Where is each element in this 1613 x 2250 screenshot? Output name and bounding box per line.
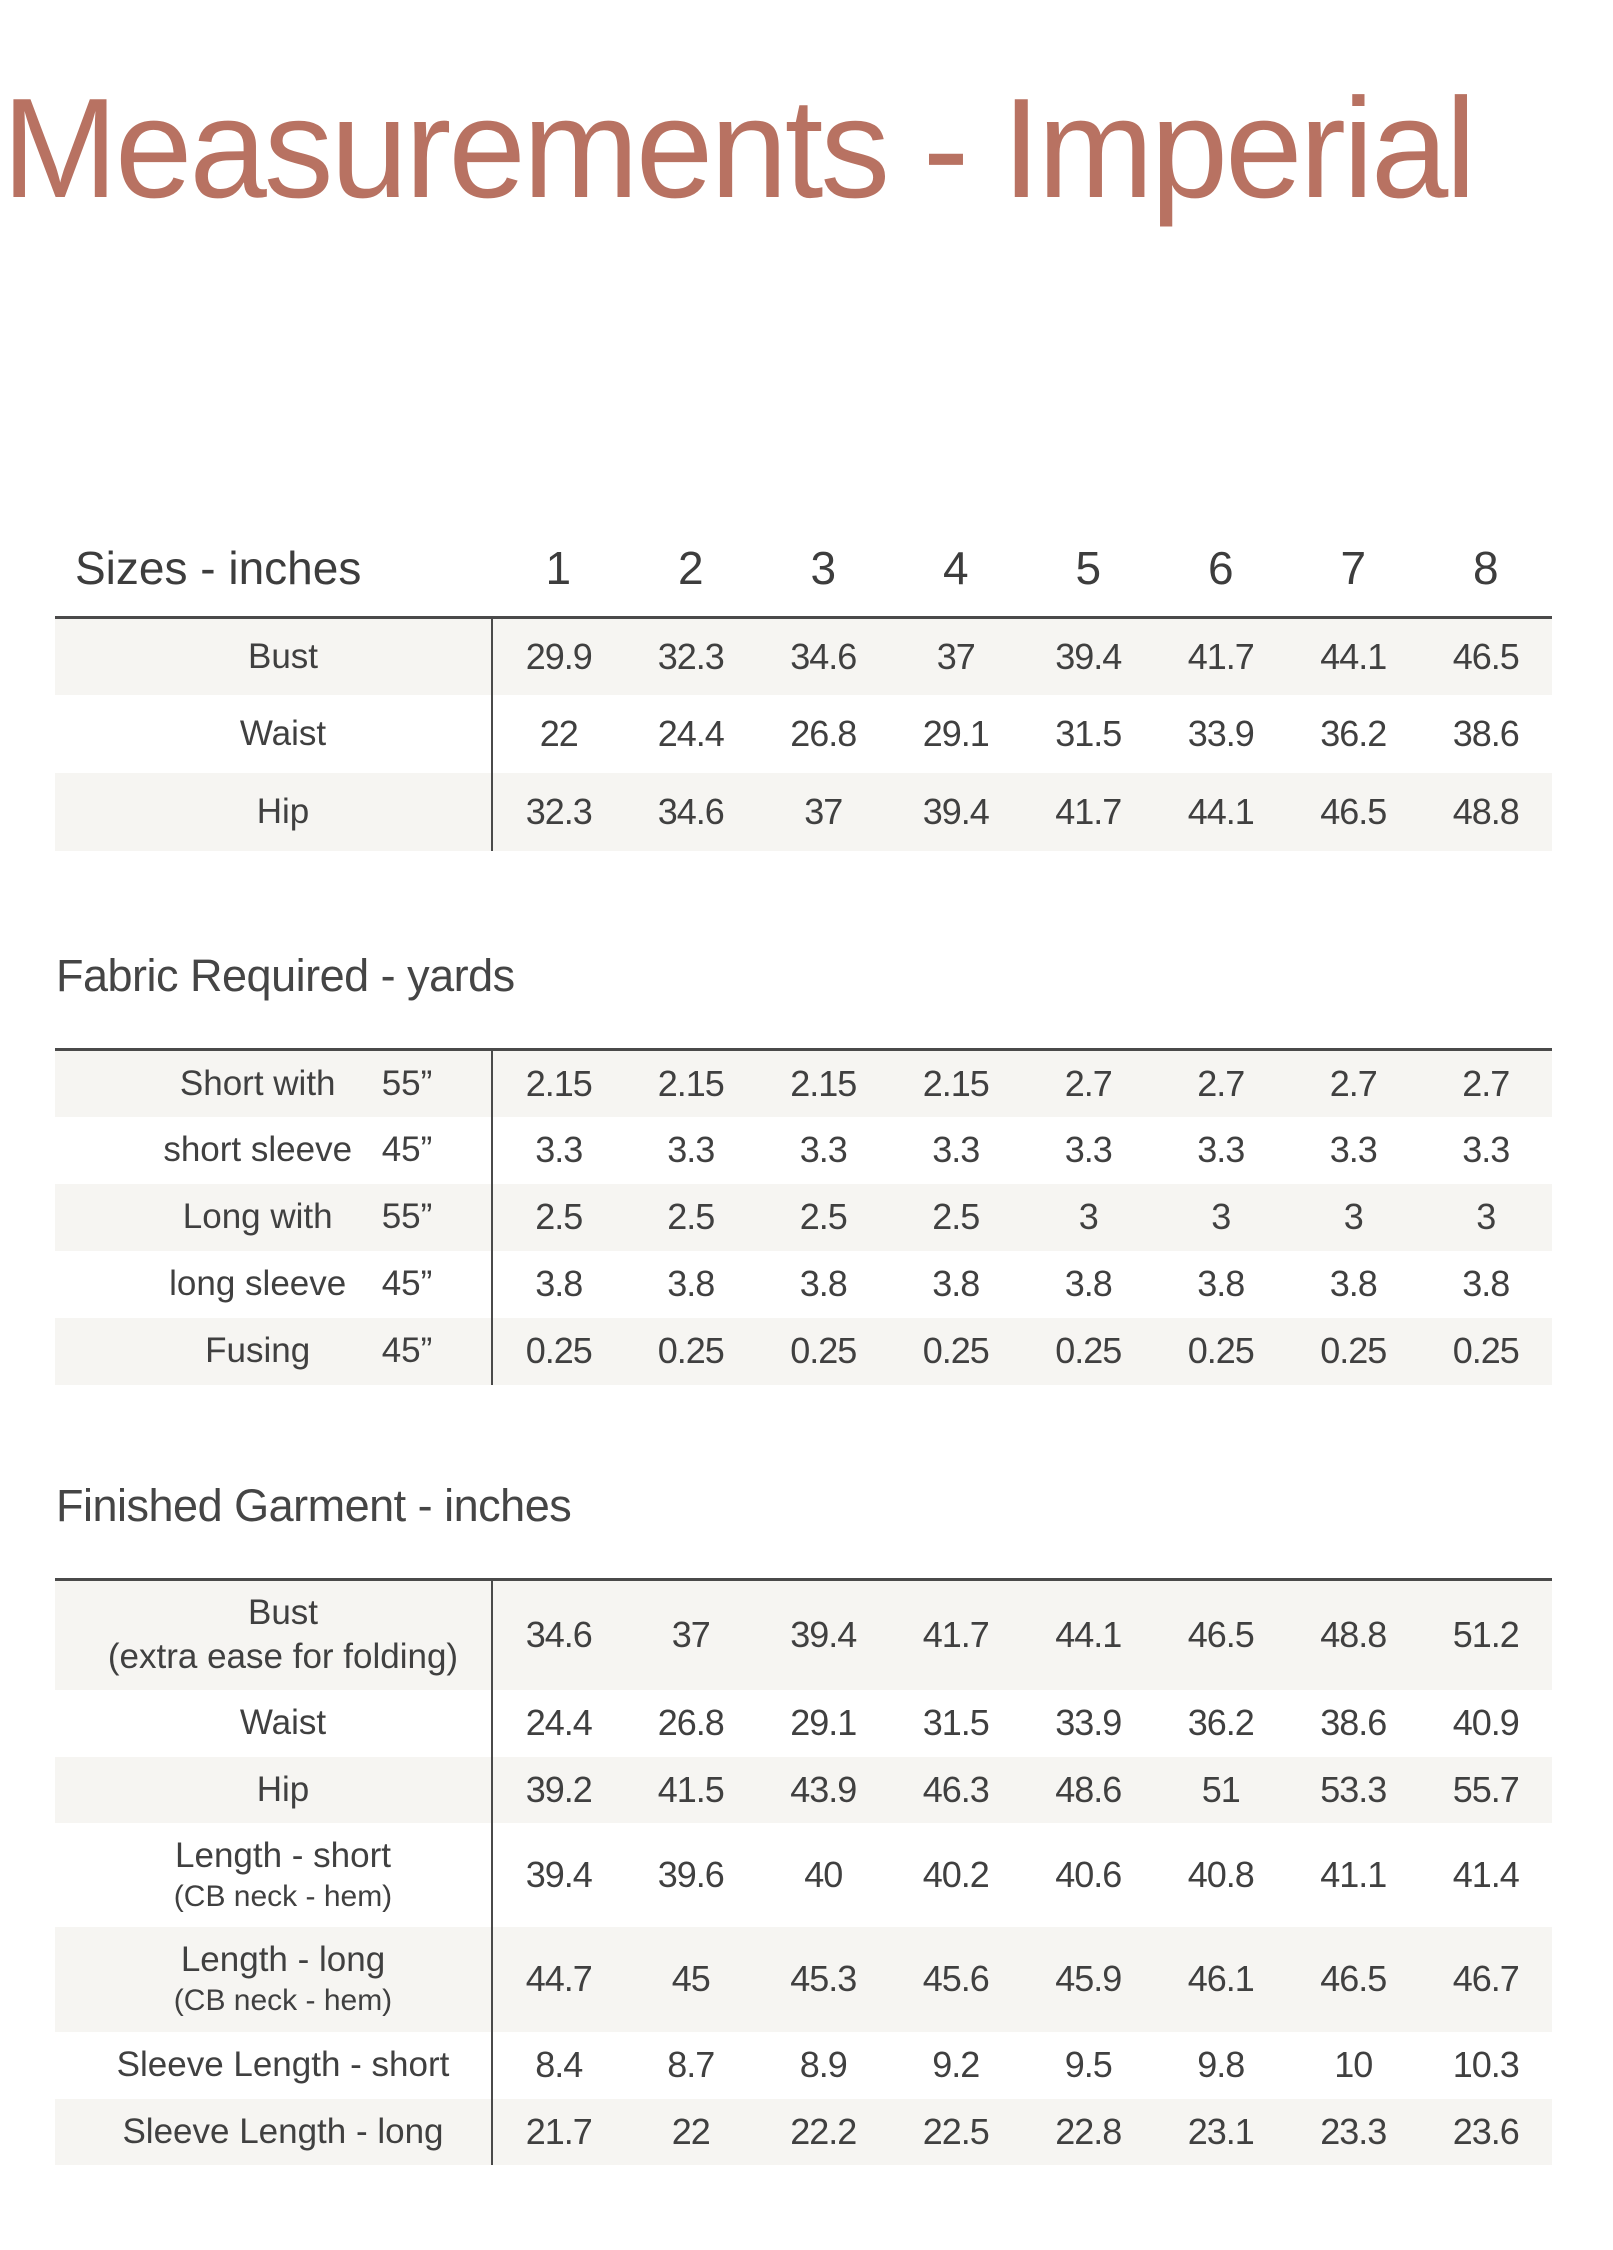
size-column-header: 2 bbox=[677, 541, 704, 594]
row-label bbox=[55, 1580, 492, 1690]
table-cell: 8.4 bbox=[535, 2044, 583, 2085]
table-row bbox=[55, 773, 1552, 851]
table-row bbox=[55, 1823, 1552, 1927]
table-cell: 44.1 bbox=[1155, 773, 1288, 851]
table-cell: 9.5 bbox=[1064, 2044, 1112, 2085]
fabric-label: Short with bbox=[179, 1063, 336, 1103]
table-cell: 46.3 bbox=[890, 1757, 1023, 1823]
table-cell: 24.4 bbox=[525, 1702, 592, 1743]
size-column-header: 5 bbox=[1075, 541, 1102, 594]
table-cell: 39.4 bbox=[890, 773, 1023, 851]
page-title: Measurements - Imperial bbox=[2, 69, 1474, 228]
table-cell: 43.9 bbox=[757, 1757, 890, 1823]
table-cell: 2.15 bbox=[757, 1050, 890, 1117]
table-cell: 3 bbox=[1155, 1184, 1288, 1251]
table-cell: 29.9 bbox=[492, 617, 625, 695]
table-cell: 9.2 bbox=[932, 2044, 980, 2085]
table-cell: 29.1 bbox=[922, 713, 989, 754]
table-cell: 44.1 bbox=[1287, 617, 1420, 695]
table-cell: 36.2 bbox=[1187, 1702, 1254, 1743]
table-cell: 21.7 bbox=[492, 2099, 625, 2165]
table-cell: 10 bbox=[1334, 2044, 1373, 2085]
table-cell: 34.6 bbox=[757, 617, 890, 695]
table-row bbox=[55, 1927, 1552, 2032]
table-cell: 2.5 bbox=[890, 1184, 1023, 1251]
size-column-header: 3 bbox=[810, 541, 837, 594]
row-label: Sleeve Length - long bbox=[55, 2099, 492, 2165]
table-row bbox=[55, 1251, 1552, 1318]
table-cell: 34.6 bbox=[625, 773, 758, 851]
sizes-header-label: Sizes - inches bbox=[75, 541, 362, 594]
table-cell: 22.8 bbox=[1022, 2099, 1155, 2165]
table-cell: 40.8 bbox=[1187, 1853, 1254, 1895]
table-cell: 9.8 bbox=[1197, 2044, 1245, 2085]
table-row bbox=[55, 1184, 1552, 1251]
row-label-note: (CB neck - hem) bbox=[173, 1879, 393, 1913]
table-cell: 45.6 bbox=[890, 1927, 1023, 2032]
table-cell: 26.8 bbox=[790, 713, 857, 754]
size-column-header: 4 bbox=[942, 541, 969, 594]
table-cell: 46.1 bbox=[1155, 1927, 1288, 2032]
table-cell: 33.9 bbox=[1187, 713, 1254, 754]
table-row bbox=[55, 1690, 1552, 1757]
table-cell: 22.2 bbox=[757, 2099, 890, 2165]
table-cell: 2.7 bbox=[1420, 1050, 1553, 1117]
table-cell: 40.6 bbox=[1055, 1853, 1122, 1895]
table-row bbox=[55, 617, 1552, 695]
table-cell: 40.9 bbox=[1452, 1702, 1519, 1743]
fabric-width: 45” bbox=[381, 1264, 433, 1303]
table-cell: 3.3 bbox=[1462, 1129, 1510, 1170]
row-label: Waist bbox=[55, 695, 492, 773]
table-cell: 45 bbox=[625, 1927, 758, 2032]
table-row bbox=[55, 695, 1552, 773]
table-cell: 48.8 bbox=[1287, 1580, 1420, 1690]
table-cell: 39.4 bbox=[757, 1580, 890, 1690]
table-cell: 40 bbox=[804, 1853, 843, 1895]
fabric-width: 45” bbox=[381, 1331, 433, 1370]
table-cell: 3.8 bbox=[1462, 1263, 1510, 1304]
table-cell: 22.5 bbox=[890, 2099, 1023, 2165]
table-cell: 2.15 bbox=[492, 1050, 625, 1117]
row-label-main: Bust bbox=[247, 1593, 319, 1633]
row-label: Sleeve Length - short bbox=[55, 2032, 492, 2099]
table-cell: 48.8 bbox=[1420, 773, 1553, 851]
table-cell: 2.5 bbox=[492, 1184, 625, 1251]
table-cell: 32.3 bbox=[492, 773, 625, 851]
table-cell: 41.4 bbox=[1452, 1853, 1519, 1895]
size-column-header: 7 bbox=[1340, 541, 1367, 594]
table-cell: 3.3 bbox=[1197, 1129, 1245, 1170]
fabric-label: long sleeve bbox=[169, 1264, 347, 1303]
table-cell: 3.8 bbox=[535, 1263, 583, 1304]
table-cell: 2.15 bbox=[625, 1050, 758, 1117]
table-cell: 3 bbox=[1287, 1184, 1420, 1251]
table-cell: 8.7 bbox=[667, 2044, 715, 2085]
table-cell: 0.25 bbox=[492, 1318, 625, 1385]
table-cell: 22 bbox=[539, 713, 578, 754]
sizes-table bbox=[55, 520, 1552, 851]
table-cell: 0.25 bbox=[1420, 1318, 1553, 1385]
table-cell: 3.8 bbox=[667, 1263, 715, 1304]
size-column-header: 8 bbox=[1472, 541, 1499, 594]
table-cell: 46.5 bbox=[1287, 773, 1420, 851]
table-row bbox=[55, 1117, 1552, 1184]
table-row bbox=[55, 1580, 1552, 1690]
table-cell: 3.8 bbox=[932, 1263, 980, 1304]
table-cell: 44.1 bbox=[1022, 1580, 1155, 1690]
table-cell: 23.1 bbox=[1155, 2099, 1288, 2165]
row-label: Hip bbox=[55, 773, 492, 851]
table-cell: 23.6 bbox=[1420, 2099, 1553, 2165]
table-cell: 0.25 bbox=[625, 1318, 758, 1385]
table-cell: 41.5 bbox=[625, 1757, 758, 1823]
table-cell: 41.1 bbox=[1320, 1853, 1387, 1895]
fabric-width: 55” bbox=[381, 1197, 433, 1236]
fabric-width: 45” bbox=[381, 1130, 433, 1169]
table-cell: 2.5 bbox=[757, 1184, 890, 1251]
garment-table bbox=[55, 1578, 1552, 2165]
table-row bbox=[55, 2032, 1552, 2099]
row-label-main: Length - short bbox=[175, 1835, 391, 1875]
table-cell: 34.6 bbox=[492, 1580, 625, 1690]
table-cell: 44.7 bbox=[492, 1927, 625, 2032]
table-cell: 3.8 bbox=[1197, 1263, 1245, 1304]
sizes-header-row bbox=[55, 520, 1552, 617]
fabric-section-title: Fabric Required - yards bbox=[56, 950, 515, 1001]
table-cell: 41.7 bbox=[1022, 773, 1155, 851]
table-cell: 53.3 bbox=[1287, 1757, 1420, 1823]
table-cell: 46.7 bbox=[1420, 1927, 1553, 2032]
row-label bbox=[55, 1184, 492, 1251]
table-cell: 39.4 bbox=[1022, 617, 1155, 695]
table-cell: 45.3 bbox=[757, 1927, 890, 2032]
table-cell: 24.4 bbox=[657, 713, 724, 754]
table-cell: 32.3 bbox=[625, 617, 758, 695]
fabric-label: Long with bbox=[182, 1197, 333, 1236]
fabric-table bbox=[55, 1048, 1552, 1385]
table-cell: 41.7 bbox=[890, 1580, 1023, 1690]
row-label bbox=[55, 1927, 492, 2032]
table-row bbox=[55, 1050, 1552, 1117]
table-cell: 31.5 bbox=[922, 1702, 989, 1743]
table-cell: 3.3 bbox=[799, 1129, 847, 1170]
table-cell: 46.5 bbox=[1287, 1927, 1420, 2032]
row-label: Hip bbox=[55, 1757, 492, 1823]
table-cell: 37 bbox=[757, 773, 890, 851]
table-cell: 39.4 bbox=[525, 1853, 592, 1895]
table-cell: 3 bbox=[1022, 1184, 1155, 1251]
table-cell: 3.8 bbox=[1064, 1263, 1112, 1304]
fabric-label: short sleeve bbox=[163, 1130, 353, 1169]
table-cell: 3.3 bbox=[1329, 1129, 1377, 1170]
table-cell: 3.3 bbox=[667, 1129, 715, 1170]
table-cell: 46.5 bbox=[1155, 1580, 1288, 1690]
table-cell: 39.6 bbox=[657, 1853, 724, 1895]
row-label bbox=[55, 1117, 492, 1184]
row-label bbox=[55, 1050, 492, 1117]
table-cell: 10.3 bbox=[1452, 2044, 1519, 2085]
table-cell: 48.6 bbox=[1022, 1757, 1155, 1823]
table-cell: 0.25 bbox=[1022, 1318, 1155, 1385]
table-cell: 55.7 bbox=[1420, 1757, 1553, 1823]
table-cell: 37 bbox=[625, 1580, 758, 1690]
table-cell: 3.3 bbox=[1064, 1129, 1112, 1170]
table-cell: 3.8 bbox=[1329, 1263, 1377, 1304]
size-column-header: 1 bbox=[545, 541, 572, 594]
table-cell: 37 bbox=[890, 617, 1023, 695]
table-cell: 2.7 bbox=[1287, 1050, 1420, 1117]
table-cell: 2.7 bbox=[1155, 1050, 1288, 1117]
table-cell: 0.25 bbox=[1155, 1318, 1288, 1385]
table-cell: 26.8 bbox=[657, 1702, 724, 1743]
table-cell: 3 bbox=[1420, 1184, 1553, 1251]
row-label-main: Length - long bbox=[180, 1940, 386, 1979]
table-cell: 3.8 bbox=[799, 1263, 847, 1304]
table-cell: 2.5 bbox=[625, 1184, 758, 1251]
fabric-label: Fusing bbox=[205, 1331, 311, 1370]
row-label bbox=[55, 1318, 492, 1385]
garment-section-title: Finished Garment - inches bbox=[56, 1480, 572, 1531]
table-row bbox=[55, 1757, 1552, 1823]
table-cell: 45.9 bbox=[1022, 1927, 1155, 2032]
row-label-note: (CB neck - hem) bbox=[173, 1984, 393, 2017]
table-cell: 39.2 bbox=[492, 1757, 625, 1823]
table-cell: 36.2 bbox=[1320, 713, 1387, 754]
row-label bbox=[55, 1823, 492, 1927]
row-label bbox=[55, 1251, 492, 1318]
table-cell: 2.7 bbox=[1022, 1050, 1155, 1117]
table-cell: 38.6 bbox=[1452, 713, 1519, 754]
row-label: Waist bbox=[55, 1690, 492, 1757]
table-cell: 41.7 bbox=[1155, 617, 1288, 695]
fabric-width: 55” bbox=[381, 1063, 433, 1103]
table-cell: 51 bbox=[1155, 1757, 1288, 1823]
table-cell: 3.3 bbox=[932, 1129, 980, 1170]
table-row bbox=[55, 2099, 1552, 2165]
table-cell: 29.1 bbox=[790, 1702, 857, 1743]
table-cell: 23.3 bbox=[1287, 2099, 1420, 2165]
table-cell: 46.5 bbox=[1420, 617, 1553, 695]
table-cell: 2.15 bbox=[890, 1050, 1023, 1117]
table-cell: 8.9 bbox=[799, 2044, 847, 2085]
size-column-header: 6 bbox=[1207, 541, 1234, 594]
table-cell: 0.25 bbox=[890, 1318, 1023, 1385]
table-cell: 51.2 bbox=[1420, 1580, 1553, 1690]
table-cell: 33.9 bbox=[1055, 1702, 1122, 1743]
table-cell: 3.3 bbox=[535, 1129, 583, 1170]
row-label-note: (extra ease for folding) bbox=[107, 1637, 459, 1677]
table-cell: 0.25 bbox=[1287, 1318, 1420, 1385]
table-cell: 22 bbox=[625, 2099, 758, 2165]
table-cell: 40.2 bbox=[922, 1853, 989, 1895]
row-label: Bust bbox=[55, 617, 492, 695]
table-cell: 38.6 bbox=[1320, 1702, 1387, 1743]
table-cell: 31.5 bbox=[1055, 713, 1122, 754]
table-row bbox=[55, 1318, 1552, 1385]
table-cell: 0.25 bbox=[757, 1318, 890, 1385]
